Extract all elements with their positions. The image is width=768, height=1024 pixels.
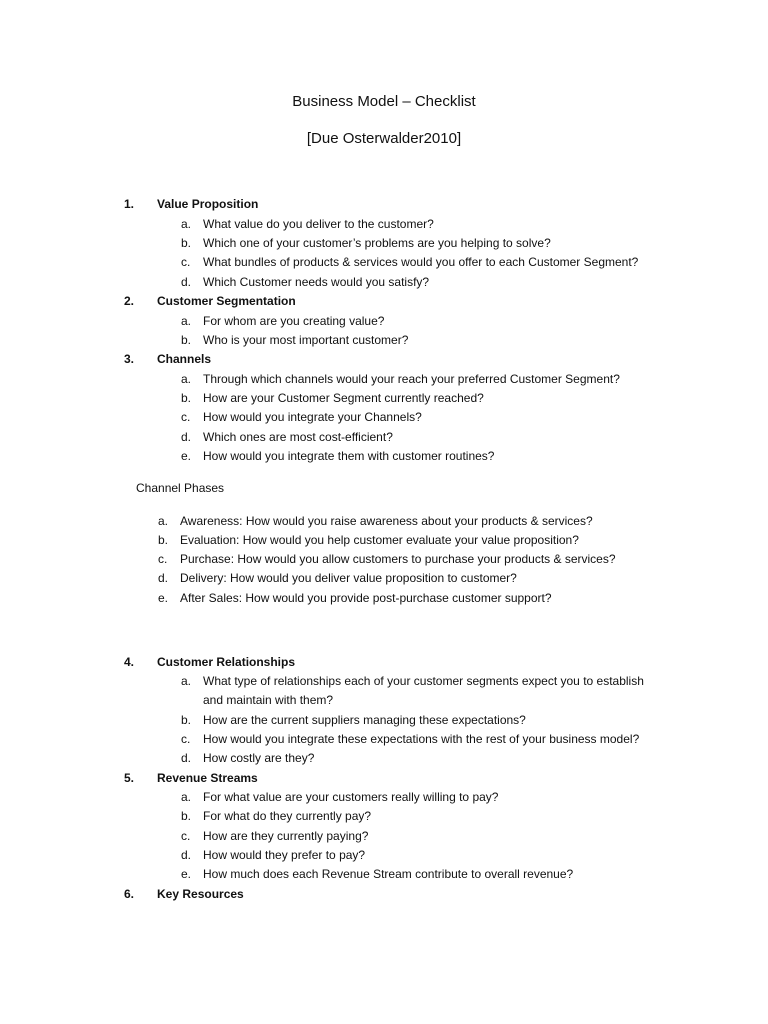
item-letter: d.: [181, 848, 192, 862]
item-text: What type of relationships each of your customer segments expect you to establish: [203, 674, 644, 688]
item-letter: c.: [181, 255, 191, 269]
item-text: Which ones are most cost-efficient?: [203, 430, 393, 444]
item-letter: c.: [158, 552, 168, 566]
item-letter: d.: [181, 751, 192, 765]
item-letter: d.: [181, 430, 192, 444]
section-number: 2.: [124, 294, 135, 308]
item-text: Who is your most important customer?: [203, 333, 409, 347]
section-title: Key Resources: [157, 887, 244, 901]
item-letter: a.: [181, 790, 192, 804]
channel-phases-heading: Channel Phases: [136, 481, 225, 495]
item-text: How would you integrate your Channels?: [203, 410, 422, 424]
item-text: What bundles of products & services would you offer to each Customer Segment?: [203, 255, 639, 269]
document-title: Business Model – Checklist: [292, 93, 476, 110]
item-letter: d.: [158, 571, 169, 585]
item-text: How would you integrate these expectations with the rest of your business model?: [203, 732, 640, 746]
item-letter: e.: [181, 867, 192, 881]
item-letter: c.: [181, 732, 191, 746]
section-title: Channels: [157, 352, 212, 366]
item-text: Awareness: How would you raise awareness about your products & services?: [180, 514, 593, 528]
item-letter: b.: [181, 333, 192, 347]
item-letter: c.: [181, 829, 191, 843]
item-text: Evaluation: How would you help customer evaluate your value proposition?: [180, 533, 579, 547]
item-text: Purchase: How would you allow customers to purchase your products & services?: [180, 552, 616, 566]
item-letter: d.: [181, 275, 192, 289]
item-letter: e.: [181, 449, 192, 463]
item-text: How much does each Revenue Stream contribute to overall revenue?: [203, 867, 574, 881]
section-number: 6.: [124, 887, 135, 901]
item-text: How would you integrate them with customer routines?: [203, 449, 495, 463]
item-text: Through which channels would your reach your preferred Customer Segment?: [203, 372, 620, 386]
section-title: Customer Relationships: [157, 655, 296, 669]
item-text: What value do you deliver to the customer?: [203, 217, 434, 231]
section-title: Revenue Streams: [157, 771, 258, 785]
section-title: Value Proposition: [157, 197, 259, 211]
item-text: How costly are they?: [203, 751, 315, 765]
item-text: For what do they currently pay?: [203, 809, 372, 823]
section-number: 3.: [124, 352, 135, 366]
item-text: Delivery: How would you deliver value proposition to customer?: [180, 571, 517, 585]
item-text: For whom are you creating value?: [203, 314, 385, 328]
item-text: After Sales: How would you provide post-purchase customer support?: [180, 591, 552, 605]
section-number: 5.: [124, 771, 135, 785]
item-letter: b.: [181, 713, 192, 727]
section-number: 4.: [124, 655, 135, 669]
item-text: How are your Customer Segment currently reached?: [203, 391, 484, 405]
item-letter: c.: [181, 410, 191, 424]
item-text: How are they currently paying?: [203, 829, 369, 843]
item-letter: b.: [158, 533, 169, 547]
section-number: 1.: [124, 197, 135, 211]
item-text: How are the current suppliers managing these expectations?: [203, 713, 526, 727]
item-letter: b.: [181, 391, 192, 405]
item-letter: b.: [181, 236, 192, 250]
item-letter: e.: [158, 591, 169, 605]
section-title: Customer Segmentation: [157, 294, 296, 308]
document-subtitle: [Due Osterwalder2010]: [306, 130, 462, 147]
item-letter: a.: [181, 314, 192, 328]
item-letter: a.: [158, 514, 169, 528]
item-letter: b.: [181, 809, 192, 823]
item-text: How would they prefer to pay?: [203, 848, 366, 862]
item-text: For what value are your customers really willing to pay?: [203, 790, 499, 804]
item-text: Which one of your customer’s problems are you helping to solve?: [203, 236, 551, 250]
item-text: Which Customer needs would you satisfy?: [203, 275, 430, 289]
item-letter: a.: [181, 372, 192, 386]
item-letter: a.: [181, 217, 192, 231]
item-letter: a.: [181, 674, 192, 688]
item-text-continuation: and maintain with them?: [203, 693, 334, 707]
